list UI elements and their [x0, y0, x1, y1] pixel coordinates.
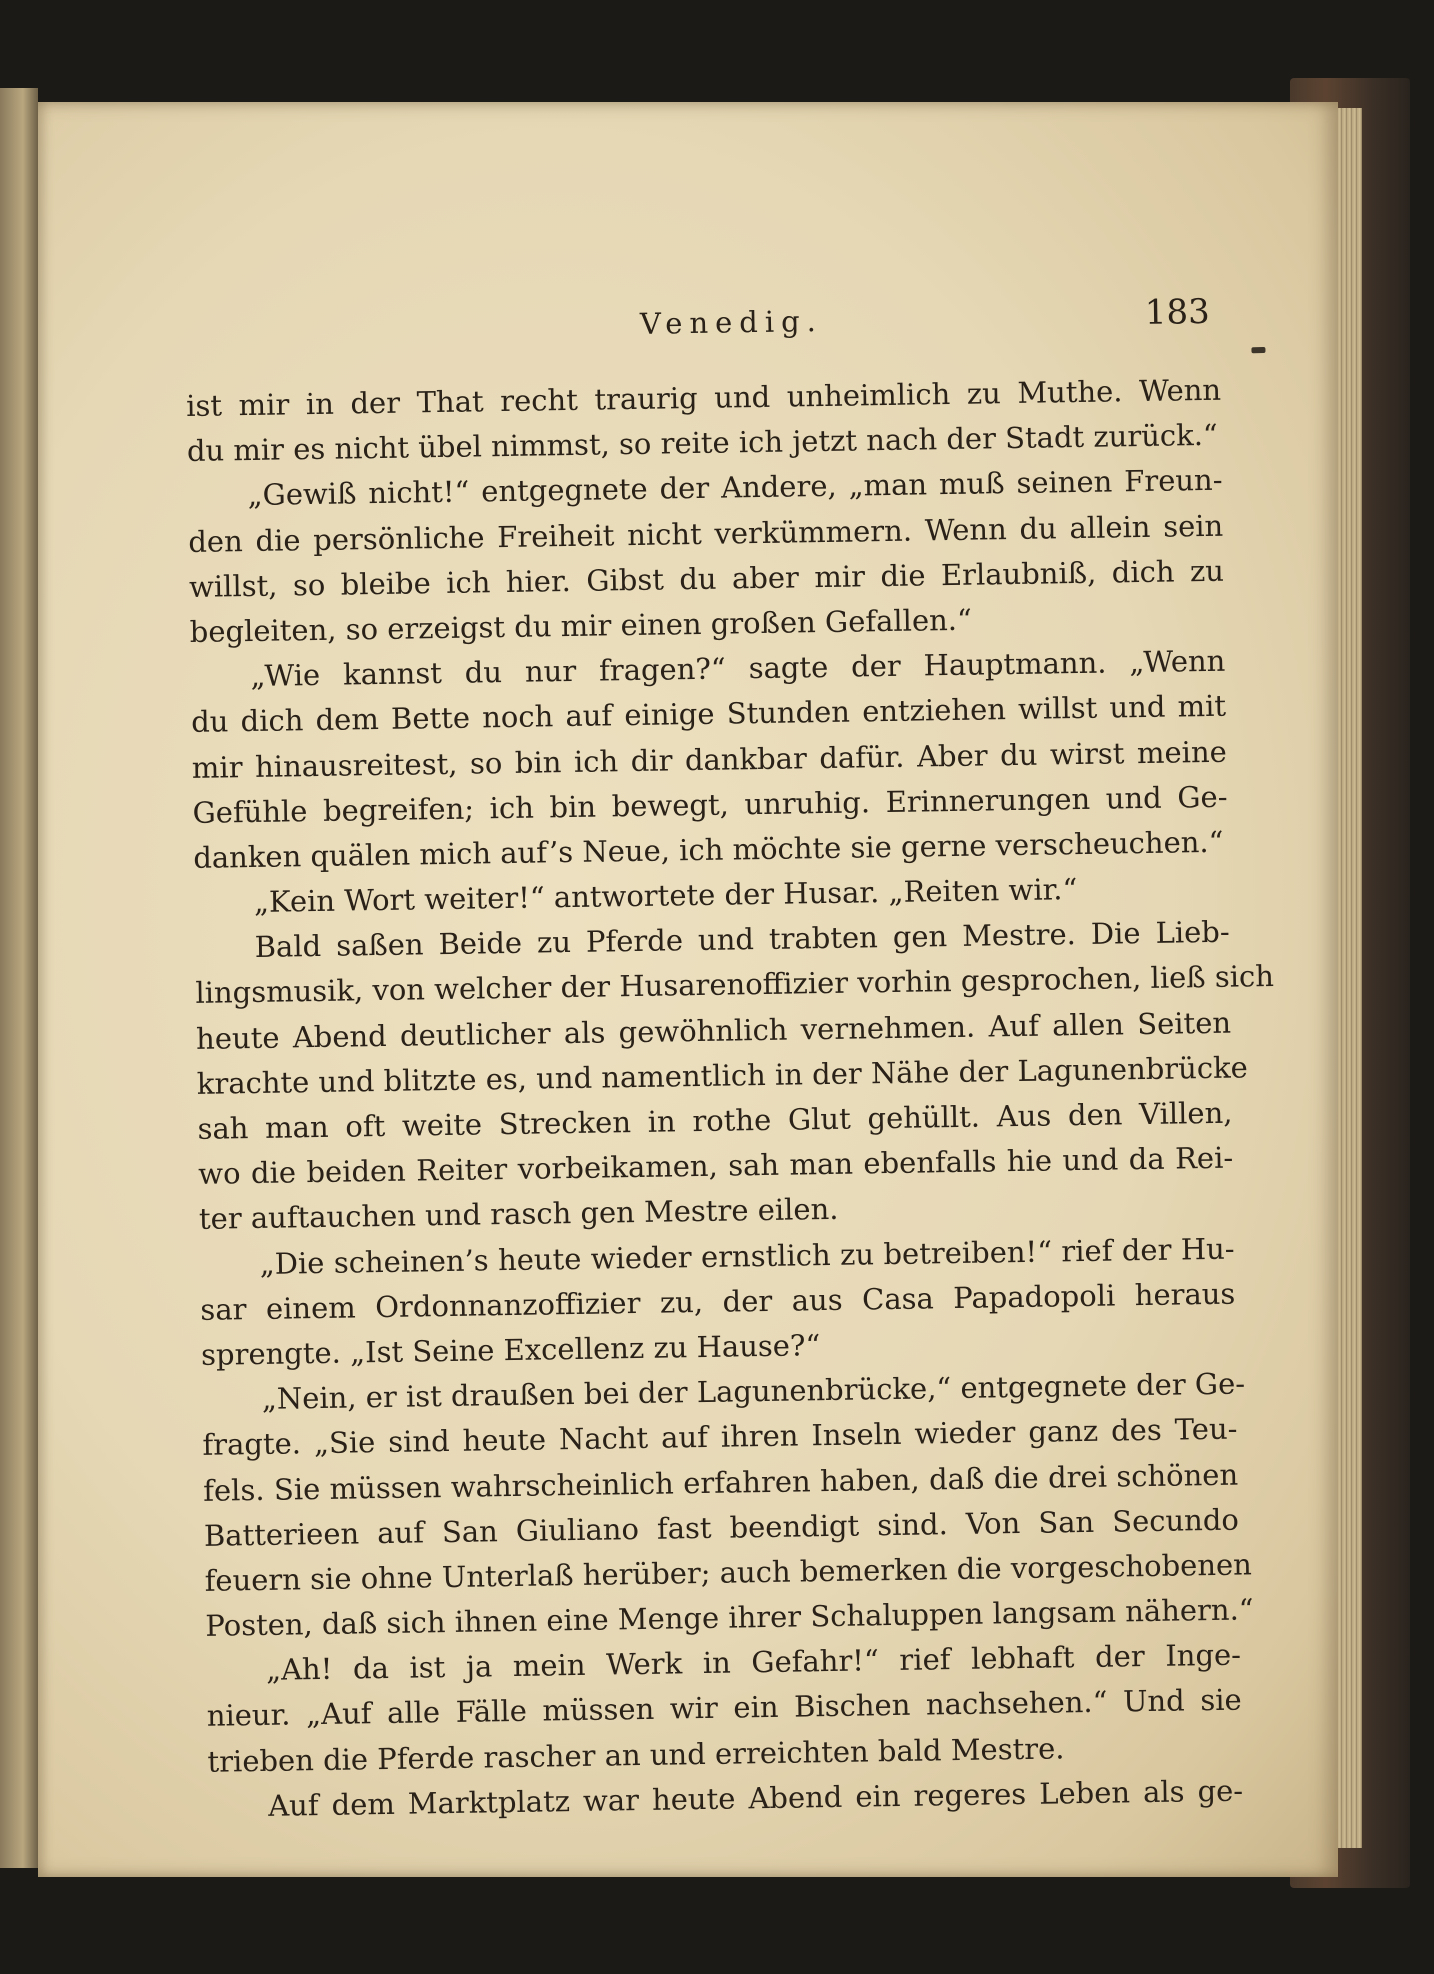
running-title: Venedig.: [639, 303, 824, 341]
text-line: „Wie kannst du nur fragen?“ sagte der Hauptmann. „Wenn: [250, 643, 1226, 694]
text-line: krachte und blitzte es, und namentlich in der Nähe der Lagunenbrücke: [196, 1050, 1249, 1101]
text-line: „Kein Wort weiter!“ antwortete der Husar. „Reiten wir.“: [253, 872, 1078, 920]
text-line: fels. Sie müssen wahrscheinlich erfahren haben, daß die drei schönen: [202, 1457, 1239, 1508]
text-line: danken quälen mich auf’s Neue, ich möchte sie gerne verscheuchen.“: [193, 824, 1224, 875]
text-line: nieur. „Auf alle Fälle müssen wir ein Bischen nachsehen.“ Und sie: [206, 1682, 1242, 1734]
text-line: sar einem Ordonnanzoffizier zu, der aus Casa Papadopoli heraus: [200, 1276, 1236, 1327]
body-text: [185, 368, 1275, 1830]
ink-mark: [1251, 347, 1265, 353]
page-content: [183, 186, 1275, 1823]
text-line: ist mir in der That recht traurig und unheimlich zu Muthe. Wenn: [185, 372, 1222, 423]
text-line: „Ah! da ist ja mein Werk in Gefahr!“ rief lebhaft der Inge-: [265, 1637, 1242, 1688]
text-line: du mir es nicht übel nimmst, so reite ich jetzt nach der Stadt zurück.“: [186, 417, 1218, 469]
text-line: sah man oft weite Strecken in rothe Glut gehüllt. Aus den Villen,: [197, 1095, 1233, 1146]
text-line: Posten, daß sich ihnen eine Menge ihrer Schaluppen langsam nähern.“: [205, 1592, 1254, 1643]
page-number: 183: [1144, 291, 1211, 333]
text-line: „Die scheinen’s heute wieder ernstlich zu betreiben!“ rief der Hu-: [259, 1231, 1235, 1281]
text-line: du dich dem Bette noch auf einige Stunden entziehen willst und mit: [190, 688, 1227, 740]
text-line: heute Abend deutlicher als gewöhnlich vernehmen. Auf allen Seiten: [195, 1005, 1232, 1056]
text-line: Bald saßen Beide zu Pferde und trabten gen Mestre. Die Lieb-: [254, 914, 1230, 965]
book-page: [38, 102, 1338, 1877]
text-line: den die persönliche Freiheit nicht verkümmern. Wenn du allein sein: [188, 508, 1224, 559]
text-line: lingsmusik, von welcher der Husarenoffizier vorhin gesprochen, ließ sich: [195, 959, 1275, 1011]
text-line: „Gewiß nicht!“ entgegnete der Andere, „man muß seinen Freun-: [247, 463, 1223, 513]
text-line: ter auftauchen und rasch gen Mestre eilen.: [198, 1192, 839, 1237]
previous-page-edge: [0, 88, 38, 1868]
running-header: [183, 186, 1219, 341]
text-line: „Nein, er ist draußen bei der Lagunenbrücke,“ entgegnete der Ge-: [261, 1366, 1246, 1417]
text-line: begleiten, so erzeigst du mir einen großen Gefallen.“: [189, 602, 973, 649]
text-line: wo die beiden Reiter vorbeikamen, sah man ebenfalls hie und da Rei-: [198, 1140, 1234, 1192]
text-line: fragte. „Sie sind heute Nacht auf ihren Inseln wieder ganz des Teu-: [202, 1411, 1238, 1463]
text-line: Batterieen auf San Giuliano fast beendigt sind. Von San Secundo: [203, 1502, 1240, 1553]
text-line: Gefühle begreifen; ich bin bewegt, unruhig. Erinnerungen und Ge-: [192, 779, 1228, 830]
text-line: willst, so bleibe ich hier. Gibst du aber mir die Erlaubniß, dich zu: [188, 553, 1225, 604]
text-line: feuern sie ohne Unterlaß herüber; auch bemerken die vorgeschobenen: [204, 1547, 1253, 1598]
text-line: mir hinausreitest, so bin ich dir dankbar dafür. Aber du wirst meine: [191, 734, 1228, 785]
text-line: trieben die Pferde rascher an und erreichten bald Mestre.: [207, 1730, 1065, 1779]
text-line: Auf dem Marktplatz war heute Abend ein regeres Leben als ge-: [267, 1773, 1244, 1823]
text-line: sprengte. „Ist Seine Excellenz zu Hause?“: [200, 1328, 821, 1372]
